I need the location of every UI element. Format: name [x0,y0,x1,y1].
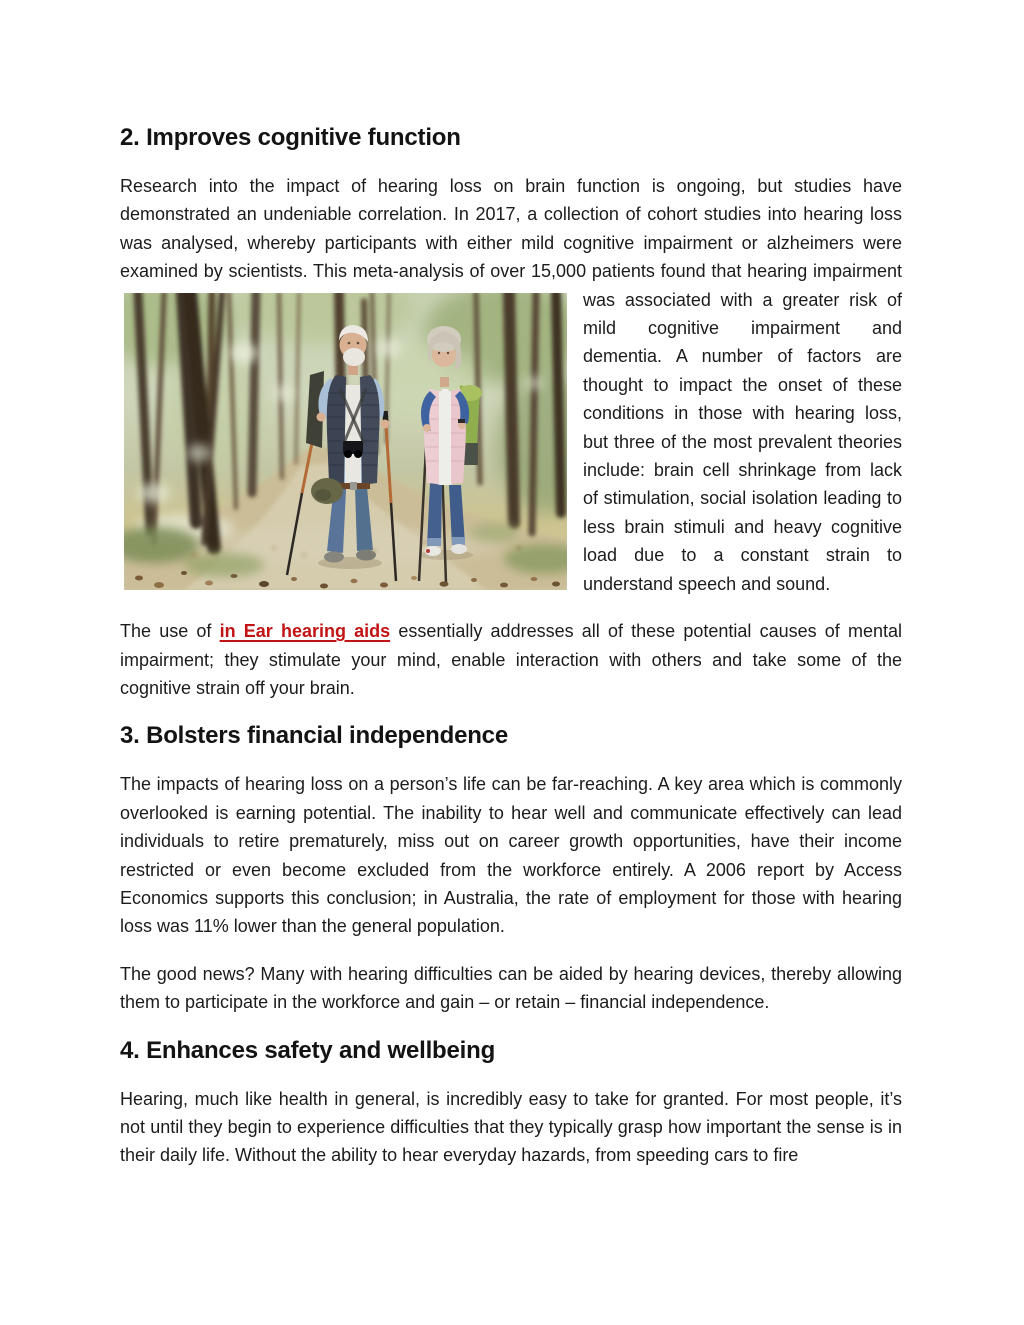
in-ear-hearing-aids-link[interactable]: in Ear hearing aids [219,621,391,642]
paragraph-cognitive-research [120,172,902,598]
link-suffix-text: essentially addresses all of these potential causes of mental impairment; they stimulate your mind, enable interaction with others and take some of the cognitive strain off your brain. [120,621,902,698]
paragraph-text-after-photo: impairment was associated with a greater risk of mild cognitive impairment and dementia. A number of factors are thought to impact the onset of these conditions in those with hearing loss, but three of the most prevalent theories include: brain cell shrinkage from lack of stimulation, social isolation leading to less brain stimuli and heavy cognitive load due to a constant strain to understand speech and sound. [583,261,902,594]
hikers-photo [124,293,567,590]
paragraph-financial-impacts: The impacts of hearing loss on a person’s life can be far-reaching. A key area which is commonly overlooked is earning potential. The inability to hear well and communicate effectively can lead individuals to retire prematurely, miss out on career growth opportunities, have their income restricted or even become excluded from the workforce entirely. A 2006 report by Access Economics supports this conclusion; in Australia, the rate of employment for those with hearing loss was 11% lower than the general population. [120,774,902,937]
section-heading-safety: 4. Enhances safety and wellbeing [120,1036,496,1064]
hikers-photo-graphic [124,293,567,590]
paragraph-safety: Hearing, much like health in general, is incredibly easy to take for granted. For most people, it’s not until they begin to experience difficulties that they typically grasp how important the sense is in their daily life. Without the ability to hear everyday hazards, from speeding cars to fire [120,1088,902,1166]
paragraph-hearing-aids [120,617,902,702]
link-prefix-text: The use of [120,621,220,642]
paragraph-good-news: The good news? Many with hearing difficulties can be aided by hearing devices, thereby allowing them to participate in the workforce and gain – or retain – financial independence. [120,963,902,1013]
paragraph-text-before-photo: Research into the impact of hearing loss on brain function is ongoing, but studies have demonstrated an undeniable correlation. In 2017, a collection of cohort studies into hearing loss was analysed, whereby participants with either mild cognitive impairment or alzheimers were examined by scientists. This meta-analysis of over 15,000 patients found that hearing [120,176,902,282]
section-heading-cognitive: 2. Improves cognitive function [120,124,461,151]
section-heading-financial: 3. Bolsters financial independence [120,722,508,750]
